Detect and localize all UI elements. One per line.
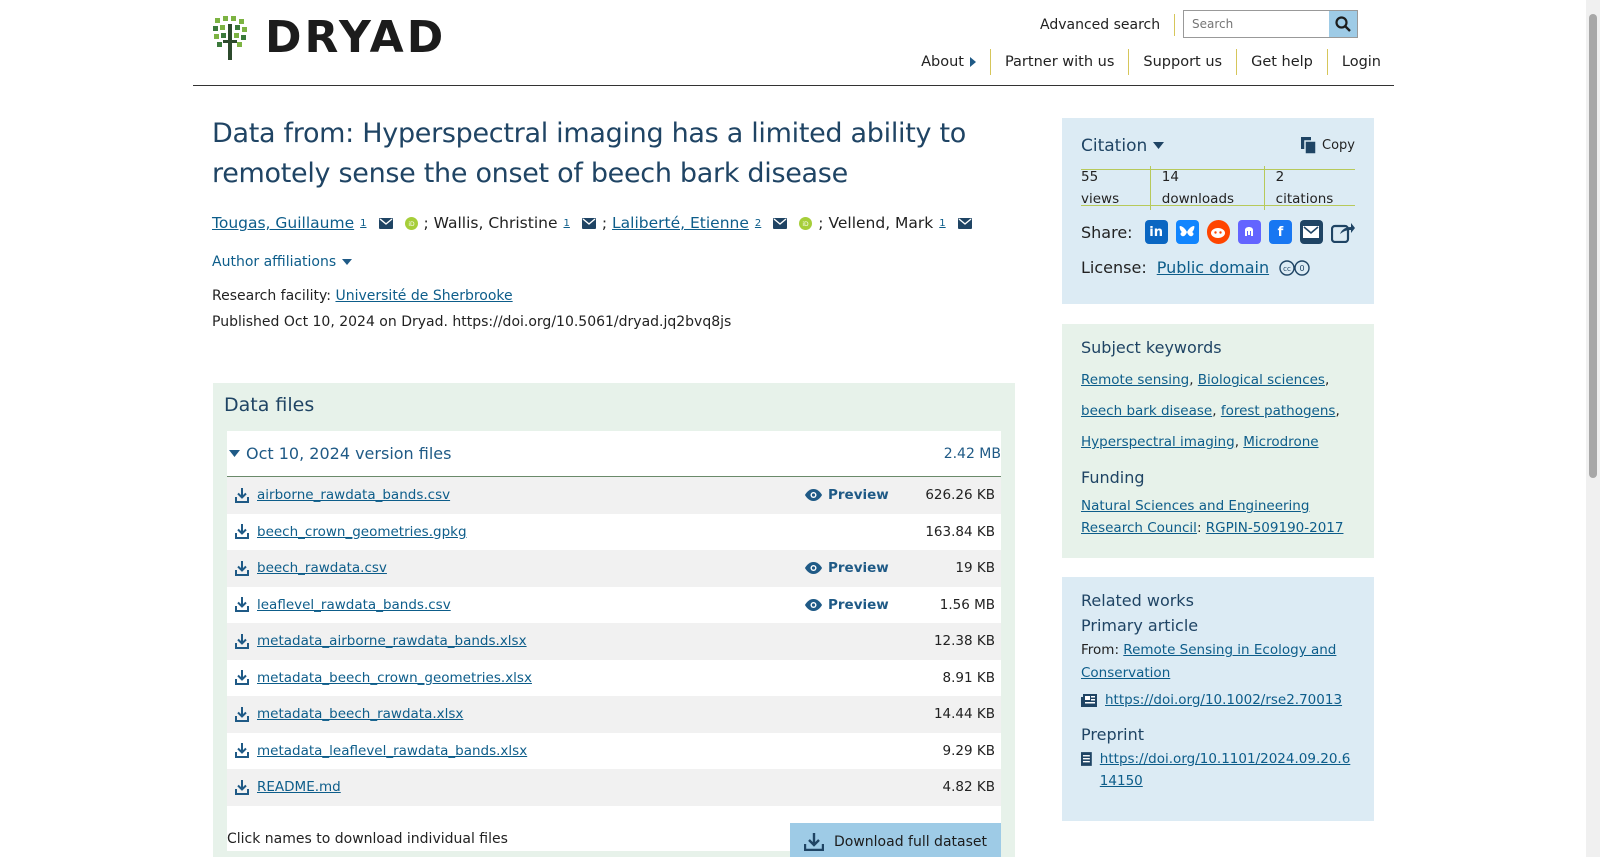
file-download-link[interactable] [235, 743, 805, 759]
author-separator: ; [601, 214, 608, 232]
download-icon [235, 634, 249, 649]
preprint-heading: Preprint [1081, 725, 1145, 744]
download-icon [235, 488, 249, 503]
file-name: metadata_beech_rawdata.xlsx [257, 706, 464, 723]
scrollbar-thumb[interactable] [1589, 14, 1597, 478]
file-name: metadata_leaflevel_rawdata_bands.xlsx [257, 742, 528, 759]
affiliation-number[interactable]: 1 [360, 217, 367, 229]
research-facility [212, 288, 1015, 304]
keyword-link[interactable]: Biological sciences [1197, 372, 1325, 388]
download-hint: Click names to download individual files [227, 831, 508, 847]
download-icon [235, 597, 249, 612]
published-line: Published Oct 10, 2024 on Dryad. https://doi.org/10.5061/dryad.jq2bvq8js [212, 314, 732, 330]
nav-support[interactable]: Support us [1129, 49, 1237, 75]
citation-panel [1062, 118, 1374, 304]
download-icon [235, 561, 249, 576]
downloads-count: 14 downloads [1151, 166, 1265, 210]
dataset-metrics [1081, 170, 1355, 206]
advanced-search-link[interactable]: Advanced search [1040, 14, 1175, 36]
keyword-link[interactable]: Microdrone [1243, 434, 1319, 450]
keywords-heading: Subject keywords [1081, 338, 1222, 357]
author-affiliations-toggle[interactable] [212, 254, 1015, 270]
download-icon [804, 833, 824, 851]
keyword-link[interactable]: Remote sensing [1081, 372, 1190, 388]
site-header [193, 0, 1394, 86]
file-list [227, 477, 1001, 806]
file-size: 163.84 KB [925, 523, 995, 540]
download-icon [235, 670, 249, 685]
file-size: 4.82 KB [942, 779, 995, 796]
keyword-link[interactable]: forest pathogens [1220, 403, 1336, 419]
newspaper-icon [1081, 694, 1097, 707]
preview-label: Preview [828, 560, 889, 577]
file-row [227, 733, 1001, 770]
author-list [212, 214, 1015, 232]
mastodon-icon[interactable] [1238, 220, 1261, 244]
version-files [227, 431, 1001, 851]
funding-text: Natural Sciences and Engineering Research Council: RGPIN-509190-2017 [1081, 498, 1344, 536]
nav-partner[interactable]: Partner with us [991, 49, 1129, 75]
share-row [1081, 216, 1355, 248]
search-icon [1335, 16, 1351, 32]
dryad-logo[interactable] [213, 12, 447, 63]
file-name: metadata_airborne_rawdata_bands.xlsx [257, 633, 527, 650]
citation-header [1081, 118, 1355, 170]
file-download-link[interactable] [235, 706, 805, 722]
file-row [227, 477, 1001, 514]
citations-count: 2 citations [1275, 168, 1334, 207]
keyword-link[interactable]: Hyperspectral imaging [1081, 434, 1235, 450]
affiliation-number[interactable]: 2 [754, 217, 762, 229]
facility-link[interactable]: Université de Sherbrooke [335, 288, 513, 304]
license-link[interactable]: Public domain [1156, 258, 1270, 277]
download-full-dataset-label: Download full dataset [833, 834, 987, 850]
page-scrollbar[interactable] [1586, 0, 1600, 857]
facebook-icon[interactable]: f [1269, 220, 1292, 244]
svg-text:cc: cc [1283, 264, 1291, 273]
file-download-link[interactable] [235, 487, 805, 503]
file-download-link[interactable] [235, 779, 805, 795]
copy-citation-button[interactable] [1301, 137, 1355, 154]
file-download-link[interactable] [235, 670, 805, 686]
file-download-link[interactable] [235, 597, 805, 613]
related-works-panel [1062, 577, 1374, 821]
download-full-dataset-button[interactable] [790, 823, 1001, 857]
citation-toggle[interactable] [1081, 136, 1164, 156]
orcid-icon[interactable] [799, 217, 812, 230]
grant-link[interactable]: RGPIN-509190-2017 [1205, 520, 1344, 536]
primary-article-source [1081, 639, 1355, 685]
nav-help[interactable]: Get help [1237, 49, 1328, 75]
envelope-icon[interactable] [379, 218, 393, 229]
file-name: README.md [257, 779, 341, 796]
nav-login[interactable]: Login [1341, 54, 1381, 70]
file-name: beech_rawdata.csv [257, 560, 387, 577]
file-download-link[interactable] [235, 560, 805, 576]
svg-text:0: 0 [1299, 263, 1305, 273]
download-icon [235, 524, 249, 539]
file-name: airborne_rawdata_bands.csv [257, 487, 451, 504]
file-download-link[interactable] [235, 524, 805, 540]
author-affiliations-label: Author affiliations [212, 254, 337, 270]
envelope-icon[interactable] [773, 218, 787, 229]
download-icon [235, 743, 249, 758]
preprint-doi-link[interactable]: https://doi.org/10.1101/2024.09.20.614150 [1099, 751, 1351, 789]
creative-commons-zero-icon [1279, 260, 1311, 276]
preview-button[interactable] [805, 487, 905, 503]
preview-button[interactable] [805, 560, 905, 576]
preview-label: Preview [828, 596, 889, 613]
logo-wordmark: DRYAD [265, 12, 447, 63]
file-row [227, 550, 1001, 587]
primary-doi-link[interactable]: https://doi.org/10.1002/rse2.70013 [1105, 692, 1343, 708]
download-icon [235, 707, 249, 722]
file-size: 19 KB [955, 560, 995, 577]
file-size: 626.26 KB [925, 487, 995, 504]
author-name[interactable]: Tougas, Guillaume [212, 214, 355, 232]
caret-down-icon [229, 450, 240, 457]
license-label: License: [1081, 258, 1147, 277]
funding-section [1081, 468, 1355, 539]
download-icon [235, 780, 249, 795]
author-separator: ; [818, 214, 824, 232]
file-size: 12.38 KB [933, 633, 995, 650]
data-files-heading: Data files [224, 394, 315, 416]
primary-from-label: From: [1081, 642, 1119, 658]
file-row [227, 587, 1001, 624]
data-files-panel [213, 383, 1015, 857]
eye-icon [805, 489, 822, 501]
eye-icon [805, 599, 822, 611]
file-name: beech_crown_geometries.gpkg [257, 523, 467, 540]
dataset-main [212, 114, 1015, 330]
nav-about-label: About [921, 54, 964, 70]
caret-right-icon [970, 57, 976, 67]
author-name: Vellend, Mark [828, 214, 934, 232]
email-share-icon[interactable] [1300, 220, 1323, 244]
copy-icon [1301, 137, 1316, 154]
file-download-link[interactable] [235, 633, 805, 649]
caret-down-icon [1153, 142, 1164, 149]
primary-journal-link[interactable]: Remote Sensing in Ecology and Conservation [1081, 642, 1337, 681]
tree-logo-icon [213, 16, 247, 60]
affiliation-number[interactable]: 1 [563, 217, 570, 229]
version-size: 2.42 MB [943, 445, 1001, 462]
search-box [1183, 10, 1358, 38]
keyword-link[interactable]: beech bark disease [1081, 403, 1213, 419]
svg-text:iD: iD [802, 220, 809, 228]
eye-icon [805, 562, 822, 574]
svg-text:iD: iD [407, 220, 415, 228]
caret-down-icon [342, 259, 352, 265]
file-row [227, 769, 1001, 806]
keyword-list: Remote sensing, Biological sciences, beech bark disease, forest pathogens, Hyperspectral imaging, Microdrone [1081, 372, 1340, 450]
primary-article-heading: Primary article [1081, 616, 1199, 635]
file-row [227, 660, 1001, 697]
envelope-icon[interactable] [958, 218, 972, 229]
funder-link[interactable]: Natural Sciences and Engineering Research Council [1081, 498, 1310, 536]
version-label [229, 444, 451, 463]
affiliation-number[interactable]: 1 [939, 217, 946, 229]
funding-heading: Funding [1081, 468, 1145, 487]
primary-doi-row [1081, 689, 1355, 711]
preview-button[interactable] [805, 597, 905, 613]
file-size: 9.29 KB [942, 742, 995, 759]
share-label: Share: [1081, 222, 1133, 242]
file-size: 14.44 KB [933, 706, 995, 723]
keywords-panel [1062, 324, 1374, 558]
author-name[interactable]: Laliberté, Etienne [612, 214, 749, 232]
file-name: metadata_beech_crown_geometries.xlsx [257, 669, 532, 686]
document-icon [1081, 752, 1092, 766]
author-separator: ; [423, 214, 429, 232]
copy-label: Copy [1322, 138, 1355, 153]
share-external-icon[interactable] [1331, 220, 1355, 244]
version-toggle[interactable] [227, 431, 1001, 477]
facility-label: Research facility: [212, 288, 332, 304]
license-row [1081, 258, 1355, 277]
views-count: 55 views [1081, 166, 1151, 210]
envelope-icon[interactable] [582, 218, 596, 229]
file-size: 1.56 MB [939, 596, 995, 613]
file-row [227, 514, 1001, 551]
search-button[interactable] [1329, 11, 1357, 37]
reddit-icon[interactable] [1207, 220, 1230, 244]
nav-about[interactable] [907, 49, 991, 75]
citation-title: Citation [1081, 135, 1148, 156]
author-name: Wallis, Christine [433, 214, 558, 232]
files-footer [227, 817, 1001, 857]
orcid-icon[interactable] [405, 217, 418, 230]
dataset-title: Data from: Hyperspectral imaging has a limited ability to remotely sense the onset of beech bark disease [212, 118, 966, 189]
main-nav [907, 49, 1381, 75]
bluesky-icon[interactable] [1176, 220, 1199, 244]
search-input[interactable] [1184, 11, 1329, 37]
preprint-doi-row [1081, 748, 1355, 792]
file-name: leaflevel_rawdata_bands.csv [257, 596, 451, 613]
file-size: 8.91 KB [942, 669, 995, 686]
file-row [227, 623, 1001, 660]
linkedin-icon[interactable]: in [1145, 220, 1168, 244]
version-label-text: Oct 10, 2024 version files [246, 444, 452, 463]
related-works-heading: Related works [1081, 591, 1194, 610]
preview-label: Preview [828, 487, 889, 504]
file-row [227, 696, 1001, 733]
